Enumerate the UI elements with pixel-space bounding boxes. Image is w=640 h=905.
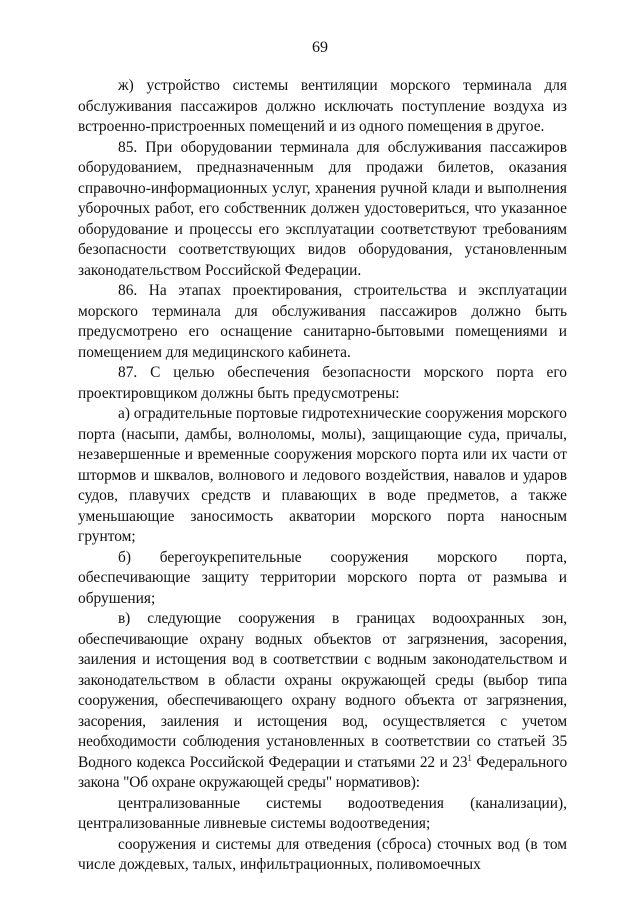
footnote-superscript: 1 (467, 752, 472, 763)
paragraph-item-v-tail: Федерального закона "Об охране окружающей среды" нормативов): (78, 753, 567, 791)
paragraph-sewerage-systems: централизованные системы водоотведения (канализации), централизованные ливневые системы водоотведения; (78, 794, 567, 832)
page-number: 69 (312, 39, 328, 56)
paragraph-85: 85. При оборудовании терминала для обслуживания пассажиров оборудованием, предназначенным для продажи билетов, оказания справочно-информационных услуг, хранения ручной клади и выполнения уборочных работ, его собственник должен удостовериться, что указанное оборудование и процессы его эксплуатации соответствуют требованиям безопасности соответствующих видов оборудования, установленным законодательством Российской Федерации. (78, 138, 567, 279)
paragraph-item-a: а) оградительные портовые гидротехнические сооружения морского порта (насыпи, дамбы, волноломы, молы), защищающие суда, причалы, незавершенные и временные сооружения морского порта или их части от штормов и шквалов, волнового и ледового воздействия, навалов и ударов судов, плавучих средств и плавающих в воде предметов, а также уменьшающие заносимость акватории морского порта наносным грунтом; (78, 405, 567, 545)
paragraph-87: 87. С целью обеспечения безопасности морского порта его проектировщиком должны быть предусмотрены: (78, 364, 567, 402)
paragraph-item-v-text: в) следующие сооружения в границах водоохранных зон, обеспечивающие охрану водных объектов от загрязнения, засорения, заиления и истощения вод в соответствии с водным законодательством и законодательством в области охраны окружающей среды (выбор типа сооружения, обеспечивающего охрану водного объекта от загрязнения, засорения, заиления и истощения вод, осуществляется с учетом необходимости соблюдения установленных в соответствии со статьей 35 Водного кодекса Российской Федерации и статьями 22 и 23 (78, 610, 567, 771)
paragraph-item-v (78, 609, 567, 794)
paragraph-86: 86. На этапах проектирования, строительства и эксплуатации морского терминала для обслуживания пассажиров должно быть предусмотрено его оснащение санитарно-бытовыми помещениями и помещением для медицинского кабинета. (78, 282, 567, 361)
paragraph-item-zh: ж) устройство системы вентиляции морского терминала для обслуживания пассажиров должно исключать поступление воздуха из встроенно-пристроенных помещений и из одного помещения в другое. (78, 77, 567, 135)
document-body (78, 76, 567, 876)
paragraph-item-b: б) берегоукрепительные сооружения морского порта, обеспечивающие защиту территории морского порта от размыва и обрушения; (78, 548, 567, 607)
paragraph-wastewater-facilities: сооружения и системы для отведения (сброса) сточных вод (в том числе дождевых, талых, инфильтрационных, поливомоечных (78, 835, 567, 873)
